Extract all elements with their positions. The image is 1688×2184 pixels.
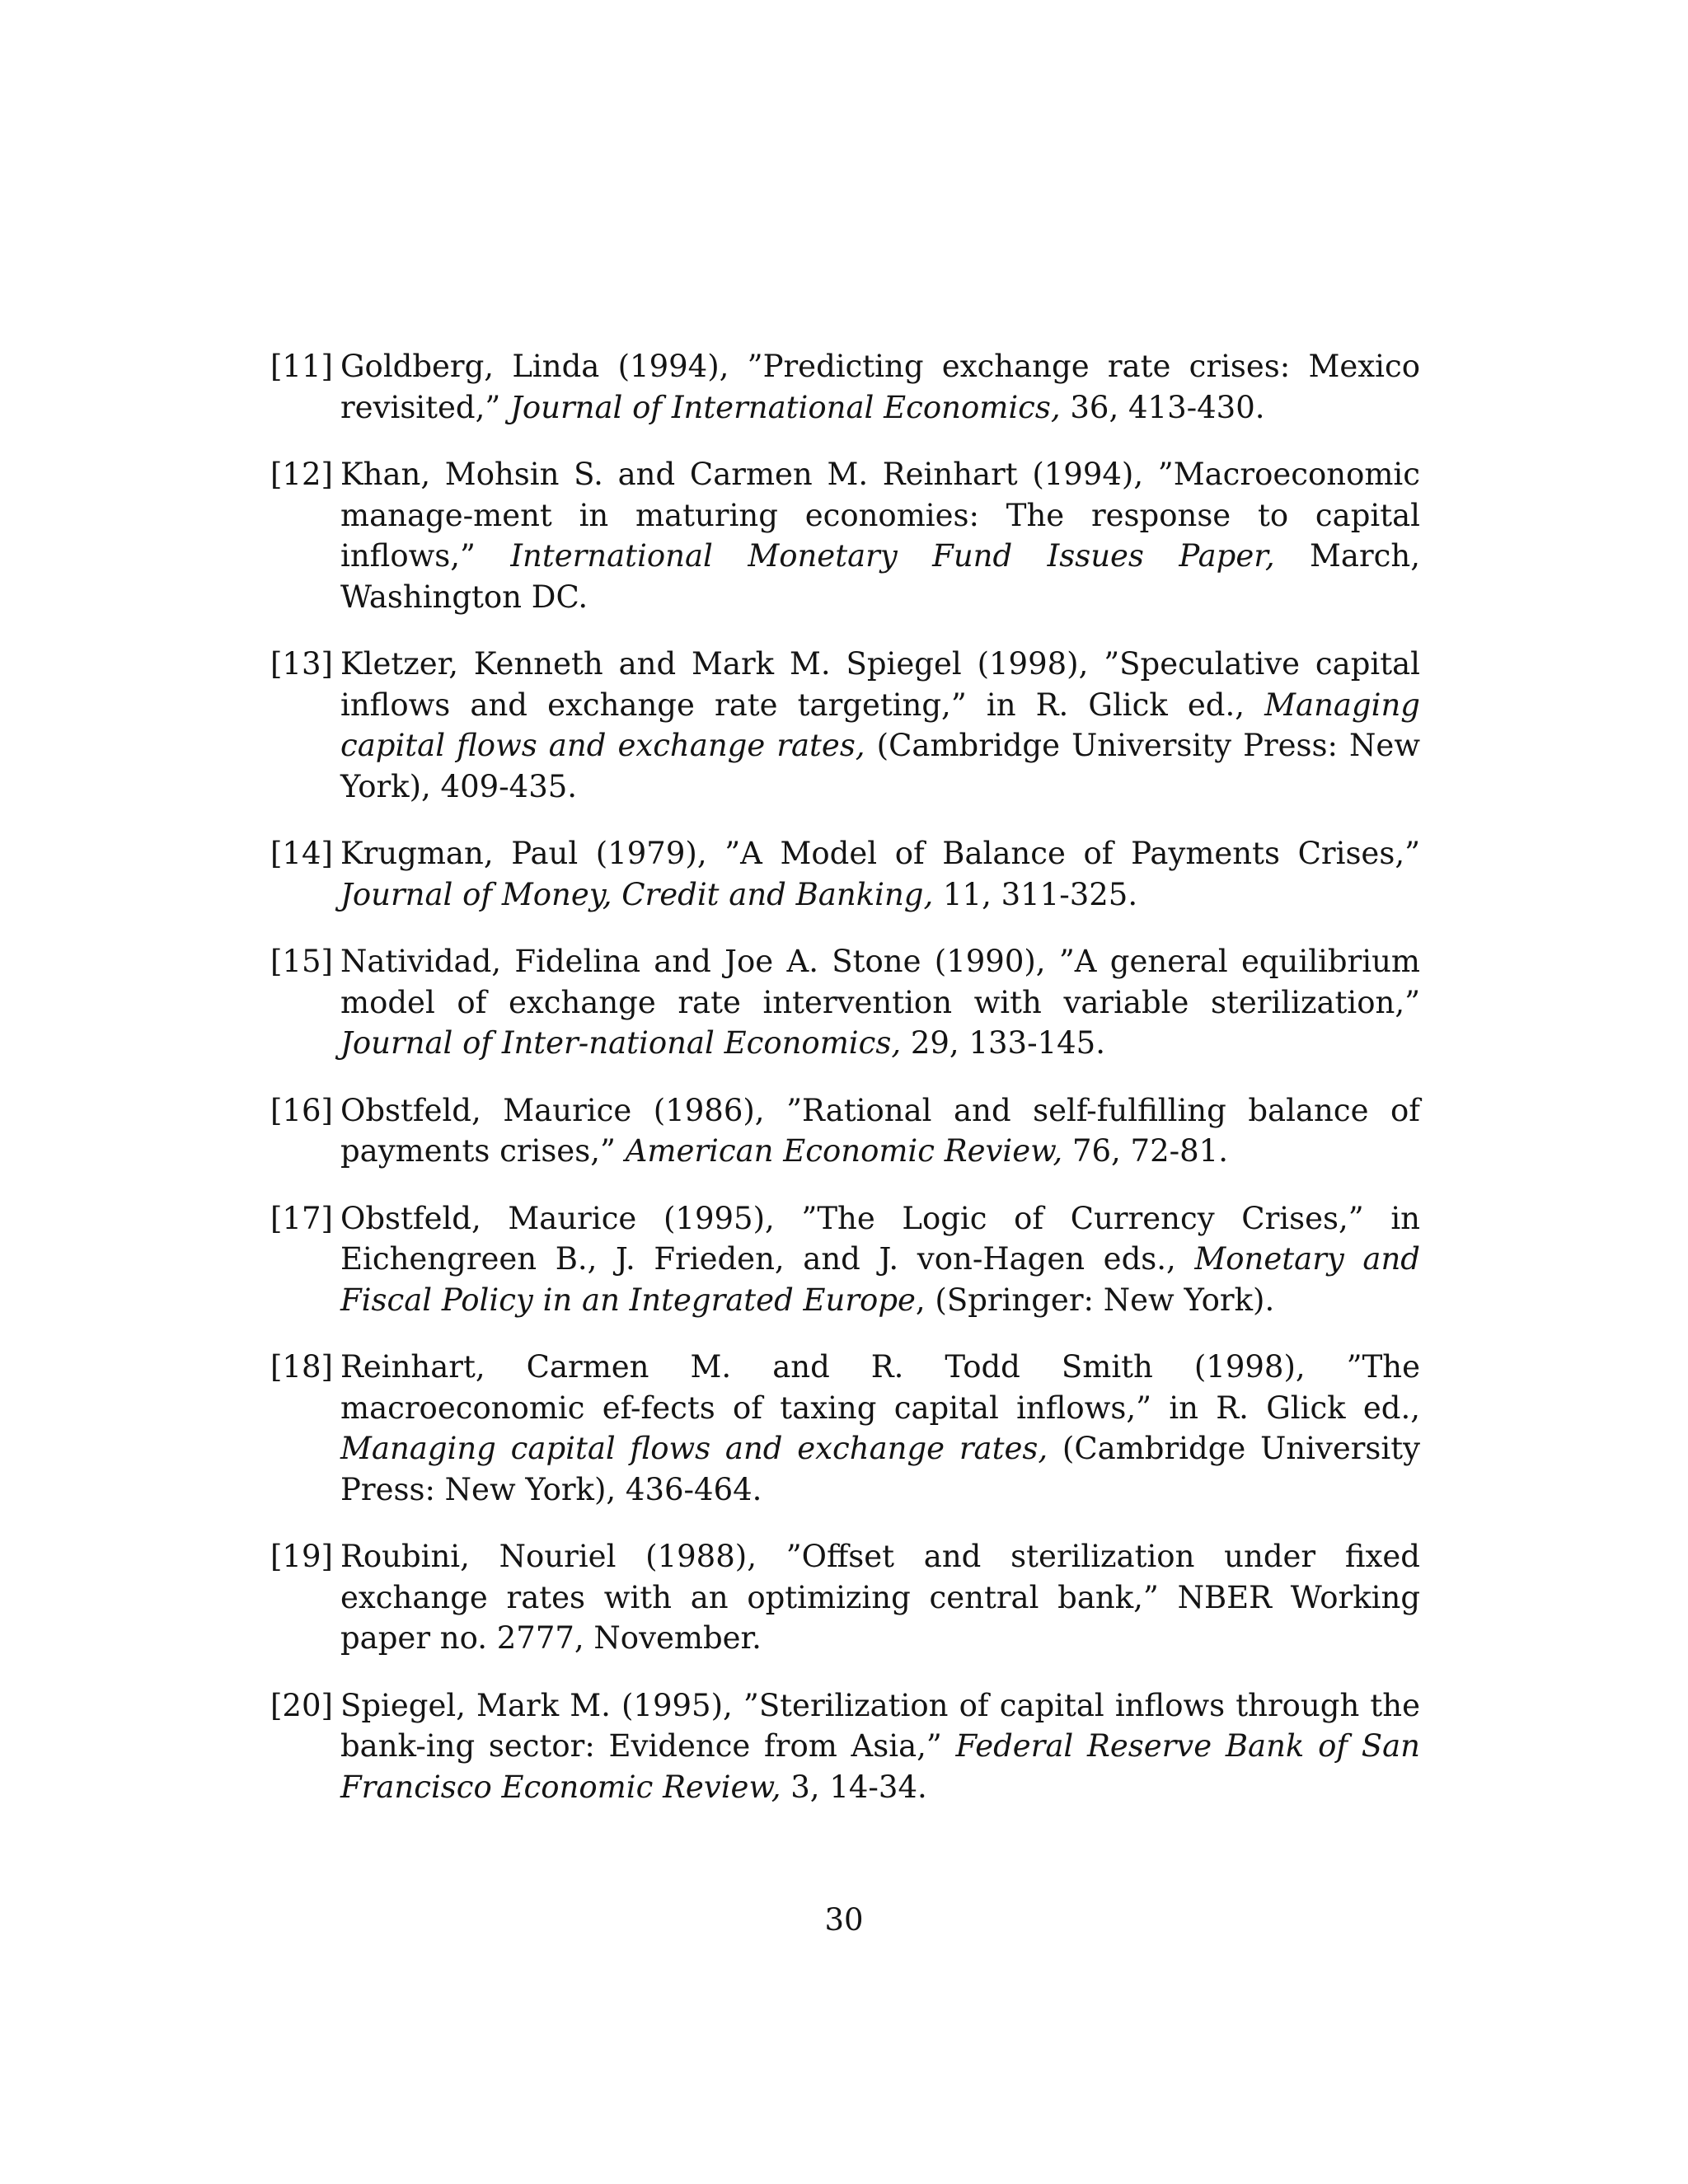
page-number: 30 xyxy=(824,1902,864,1938)
reference-source-title: American Economic Review, xyxy=(625,1133,1063,1169)
reference-item xyxy=(270,1536,1420,1659)
reference-source-title: Monetary and Fiscal Policy in an Integrated Europe xyxy=(340,1241,1420,1318)
reference-segment: Krugman, Paul (1979), ”A Model of Balance of Payments Crises,” xyxy=(340,836,1420,871)
reference-segment: (Cambridge University Press: New York), 436-464. xyxy=(340,1431,1420,1507)
reference-text xyxy=(340,1539,1420,1656)
reference-item xyxy=(270,941,1420,1064)
reference-segment: 3, 14-34. xyxy=(781,1769,927,1805)
reference-text xyxy=(340,836,1420,912)
reference-text xyxy=(340,1349,1420,1507)
reference-text xyxy=(340,944,1420,1061)
reference-source-title: Federal Reserve Bank of San Francisco Economic Review, xyxy=(340,1728,1420,1805)
reference-list xyxy=(270,346,1420,1834)
reference-number: [13] xyxy=(270,646,333,682)
reference-segment: Roubini, Nouriel (1988), ”Offset and sterilization under fixed exchange rates with an optimizing central bank,” NBER Working paper no. 2777, November. xyxy=(340,1539,1420,1656)
reference-segment: Obstfeld, Maurice (1986), ”Rational and self-fulfilling balance of payments crises,” xyxy=(340,1092,1420,1169)
reference-segment: Goldberg, Linda (1994), ”Predicting exchange rate crises: Mexico revisited,” xyxy=(340,349,1420,425)
reference-number: [18] xyxy=(270,1349,333,1385)
reference-source-title: International Monetary Fund Issues Paper, xyxy=(510,538,1275,574)
reference-item xyxy=(270,1347,1420,1510)
reference-number: [15] xyxy=(270,944,333,979)
reference-segment: Khan, Mohsin S. and Carmen M. Reinhart (1994), ”Macroeconomic manage-ment in maturing economies: The response to capital inflows,” xyxy=(340,457,1420,574)
reference-segment: Kletzer, Kenneth and Mark M. Spiegel (1998), ”Speculative capital inflows and exchange rate targeting,” in R. Glick ed., xyxy=(340,646,1420,723)
reference-number: [12] xyxy=(270,457,333,492)
reference-item xyxy=(270,1198,1420,1321)
reference-text xyxy=(340,1688,1420,1805)
reference-item xyxy=(270,833,1420,915)
reference-item xyxy=(270,644,1420,807)
reference-text xyxy=(340,646,1420,804)
reference-source-title: Managing capital flows and exchange rates, xyxy=(340,1431,1048,1466)
reference-item xyxy=(270,346,1420,428)
reference-item xyxy=(270,454,1420,617)
reference-source-title: Managing capital flows and exchange rates, xyxy=(340,687,1420,763)
reference-segment: 29, 133-145. xyxy=(901,1025,1105,1061)
reference-number: [17] xyxy=(270,1200,333,1236)
reference-number: [20] xyxy=(270,1687,333,1723)
reference-segment: March, Washington DC. xyxy=(340,538,1420,615)
reference-segment: Natividad, Fidelina and Joe A. Stone (1990), ”A general equilibrium model of exchange rate intervention with variable sterilization,” xyxy=(340,944,1420,1020)
reference-segment: 36, 413-430. xyxy=(1060,389,1265,425)
reference-text xyxy=(340,1093,1420,1169)
reference-segment: , (Springer: New York). xyxy=(915,1282,1275,1318)
reference-source-title: Journal of Money, Credit and Banking, xyxy=(340,876,934,912)
reference-number: [11] xyxy=(270,349,333,384)
reference-item xyxy=(270,1685,1420,1808)
reference-number: [16] xyxy=(270,1092,333,1128)
reference-text xyxy=(340,1201,1420,1318)
reference-text xyxy=(340,457,1420,615)
reference-segment: Obstfeld, Maurice (1995), ”The Logic of Currency Crises,” in Eichengreen B., J. Frieden, and J. von-Hagen eds., xyxy=(340,1200,1420,1277)
reference-text xyxy=(340,349,1420,425)
reference-segment: Spiegel, Mark M. (1995), ”Sterilization of capital inflows through the bank-ing sector: Evidence from Asia,” xyxy=(340,1687,1420,1764)
reference-segment: Reinhart, Carmen M. and R. Todd Smith (1998), ”The macroeconomic ef-fects of taxing capital inflows,” in R. Glick ed., xyxy=(340,1349,1420,1426)
reference-number: [14] xyxy=(270,836,333,871)
reference-segment: (Cambridge University Press: New York), 409-435. xyxy=(340,728,1420,804)
reference-source-title: Journal of Inter-national Economics, xyxy=(340,1025,902,1061)
reference-segment: 76, 72-81. xyxy=(1062,1133,1228,1169)
reference-number: [19] xyxy=(270,1539,333,1574)
reference-item xyxy=(270,1090,1420,1172)
reference-source-title: Journal of International Economics, xyxy=(510,389,1061,425)
reference-segment: 11, 311-325. xyxy=(933,876,1138,912)
